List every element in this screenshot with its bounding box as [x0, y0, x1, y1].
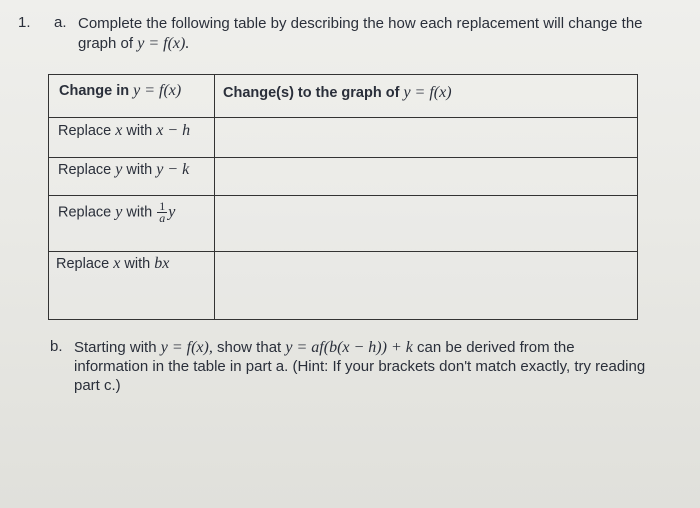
- table-row-replace-x-with-bx: [56, 255, 169, 273]
- header-left-text: Change in: [59, 83, 130, 99]
- part-b-math1: y = f(x),: [160, 339, 213, 356]
- table-column-divider: [214, 75, 215, 319]
- part-a-instructions: [78, 14, 688, 54]
- table-row-replace-x-with-x-minus-h: [58, 122, 190, 140]
- table-header-change-in: [59, 82, 181, 100]
- header-left-math: y = f(x): [133, 82, 182, 99]
- replacement-table: [48, 74, 638, 320]
- row4-word: Replace: [56, 256, 110, 272]
- part-b-line1: [74, 338, 674, 357]
- row3-fraction-numerator: 1: [159, 199, 166, 213]
- row1-expr: x − h: [156, 122, 191, 139]
- part-b-instructions: [74, 338, 674, 395]
- part-b-math2: y = af(b(x − h)) + k: [285, 339, 413, 356]
- row3-answer-field[interactable]: [223, 201, 623, 245]
- row1-with: with: [126, 123, 153, 139]
- row2-word: Replace: [58, 162, 112, 178]
- row3-fraction-var: y: [168, 203, 176, 221]
- part-b-starting: Starting with: [74, 339, 157, 356]
- row2-expr: y − k: [156, 161, 190, 178]
- row1-var: x: [115, 122, 123, 139]
- part-b-show: show that: [217, 339, 282, 356]
- row3-with: with: [126, 204, 153, 221]
- part-a-line2: [78, 34, 688, 54]
- table-row-divider: [49, 157, 637, 158]
- row4-var: x: [113, 255, 121, 272]
- part-b-rest1: can be derived from the: [417, 339, 575, 356]
- row4-answer-field[interactable]: [223, 255, 623, 315]
- table-row-replace-y-with-fraction-y: [58, 201, 175, 224]
- row1-answer-field[interactable]: [223, 122, 623, 152]
- question-number: 1.: [18, 14, 31, 31]
- table-row-divider: [49, 251, 637, 252]
- table-row-replace-y-with-y-minus-k: [58, 161, 189, 179]
- header-right-text: Change(s) to the graph of: [223, 85, 400, 101]
- header-right-math: y = f(x): [403, 84, 452, 101]
- row3-var: y: [115, 203, 123, 221]
- part-a-line1: Complete the following table by describing the how each replacement will change the: [78, 15, 643, 32]
- row4-with: with: [124, 256, 151, 272]
- row3-fraction: [157, 201, 167, 224]
- row3-word: Replace: [58, 204, 112, 221]
- row2-var: y: [115, 161, 123, 178]
- part-b-label: b.: [50, 338, 63, 355]
- row2-answer-field[interactable]: [223, 161, 623, 191]
- part-b-line3: part c.): [74, 377, 121, 394]
- row2-with: with: [126, 162, 153, 178]
- part-a-label: a.: [54, 14, 67, 31]
- part-a-line2-prefix: graph of: [78, 35, 134, 52]
- row3-fraction-denominator: a: [159, 211, 166, 225]
- row1-word: Replace: [58, 123, 112, 139]
- row4-expr: bx: [154, 255, 170, 272]
- table-row-divider: [49, 195, 637, 196]
- table-row-divider: [49, 117, 637, 118]
- part-b-line2: information in the table in part a. (Hint: If your brackets don't match exactly, try reading: [74, 358, 646, 375]
- table-header-graph-changes: [223, 84, 452, 102]
- part-a-line2-math: y = f(x).: [137, 35, 190, 52]
